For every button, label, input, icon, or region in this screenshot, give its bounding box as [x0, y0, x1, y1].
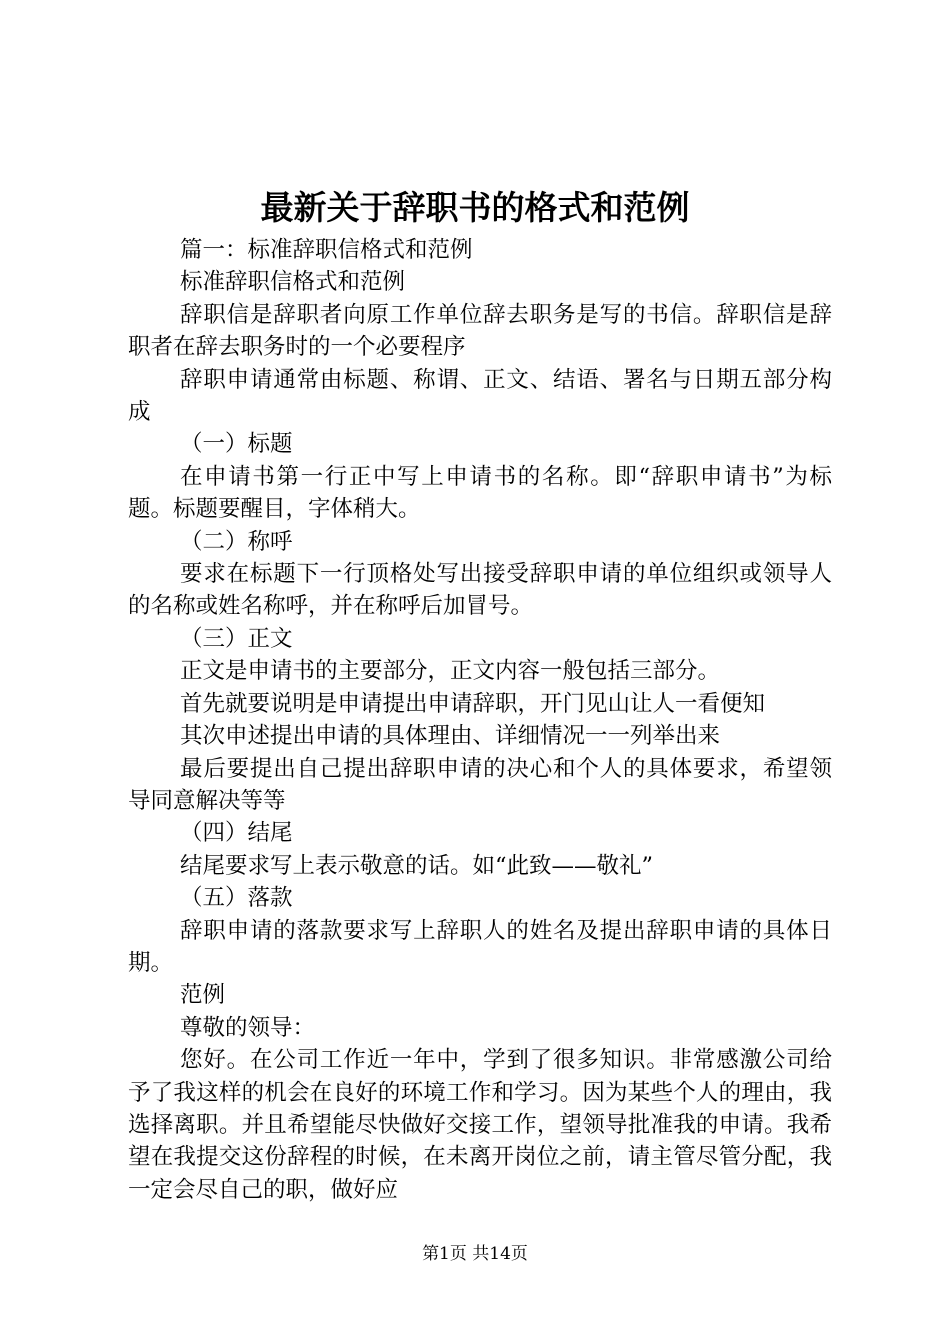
subtitle: 标准辞职信格式和范例 [180, 269, 406, 296]
paragraph: 辞职申请的落款要求写上辞职人的姓名及提出辞职申请的具体日期。 [128, 917, 832, 976]
paragraph: 最后要提出自己提出辞职申请的决心和个人的具体要求，希望领导同意解决等等 [128, 755, 832, 814]
example-label: 范例 [180, 982, 226, 1009]
letter-body: 您好。在公司工作近一年中，学到了很多知识。非常感激公司给予了我这样的机会在良好的环境工作和学习。因为某些个人的理由，我选择离职。并且希望能尽快做好交接工作，望领导批准我的申请。我希望在我提交这份辞程的时候，在未离开岗位之前，请主管尽管分配，我一定会尽自己的职，做好应 [128, 1047, 832, 1203]
heading-closing-part: （四）结尾 [180, 820, 293, 847]
section-title: 篇一：标准辞职信格式和范例 [180, 237, 473, 263]
paragraph: 辞职信是辞职者向原工作单位辞去职务是写的书信。辞职信是辞职者在辞去职务时的一个必要程序 [128, 301, 832, 361]
paragraph: 正文是申请书的主要部分，正文内容一般包括三部分。 [180, 658, 721, 685]
paragraph: 结尾要求写上表示敬意的话。如“此致——敬礼” [180, 852, 654, 879]
heading-salutation-part: （二）称呼 [180, 528, 293, 555]
heading-title-part: （一）标题 [180, 431, 293, 458]
document-title: 最新关于辞职书的格式和范例 [260, 188, 690, 227]
letter-salutation: 尊敬的领导： [180, 1014, 316, 1041]
paragraph: 其次申述提出申请的具体理由、详细情况一一列举出来 [180, 723, 721, 750]
paragraph: 首先就要说明是申请提出申请辞职，开门见山让人一看便知 [180, 690, 766, 717]
heading-signature-part: （五）落款 [180, 885, 293, 912]
paragraph: 在申请书第一行正中写上申请书的名称。即“辞职申请书”为标题。标题要醒目，字体稍大。 [128, 463, 832, 523]
document-body [128, 234, 832, 1206]
page-number: 第1页 共14页 [422, 1244, 528, 1264]
paragraph: 要求在标题下一行顶格处写出接受辞职申请的单位组织或领导人的名称或姓名称呼，并在称呼后加冒号。 [128, 561, 832, 620]
paragraph: 辞职申请通常由标题、称谓、正文、结语、署名与日期五部分构成 [128, 366, 832, 426]
heading-body-part: （三）正文 [180, 625, 293, 652]
